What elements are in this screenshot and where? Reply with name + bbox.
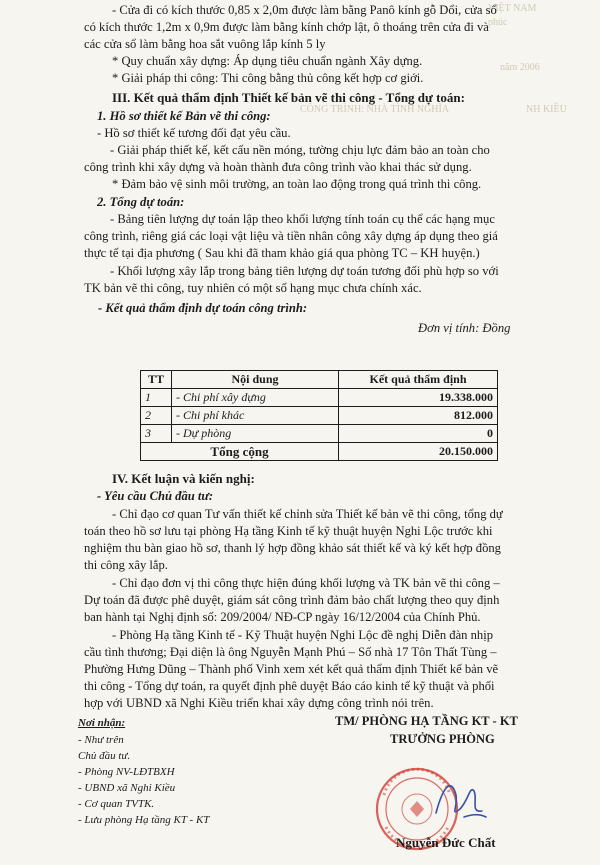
estimate-result-title: - Kết quả thẩm định dự toán công trình:: [98, 301, 308, 315]
table-header-cell: Kết quả thẩm định: [339, 371, 498, 389]
signer-org: TM/ PHÒNG HẠ TẦNG KT - KT: [335, 714, 518, 728]
recipient-item: - Cơ quan TVTK.: [78, 798, 155, 810]
table-cell: - Chi phí xây dựng: [172, 389, 339, 407]
table-total-label: Tổng cộng: [141, 443, 339, 461]
table-row: [141, 407, 498, 425]
conclusion-line: Dự toán đã được phê duyệt, giám sát công trình đảm bảo chất lượng theo quy định: [84, 593, 500, 607]
conclusion-line: nghiệm thu bàn giao hồ sơ, thanh lý hợp đồng khảo sát thiết kế và ký kết hợp đồng: [84, 541, 501, 555]
table-header-row: [141, 371, 498, 389]
section-3-title: III. Kết quả thẩm định Thiết kế bản vẽ thi công - Tổng dự toán:: [112, 90, 465, 105]
recipients-title: Nơi nhận:: [78, 717, 126, 729]
bleed-text: năm 2006: [500, 62, 540, 73]
safety-line: * Đảm bảo vệ sinh môi trường, an toàn lao động trong quá trình thi công.: [112, 177, 482, 191]
recipient-item: - UBND xã Nghi Kiều: [78, 782, 176, 794]
table-header-cell: Nội dung: [172, 371, 339, 389]
conclusion-line: ban hành tại Nghị định số: 209/2004/ NĐ-CP ngày 16/12/2004 của Chính Phủ.: [84, 610, 481, 624]
recipient-item: - Phòng NV-LĐTBXH: [78, 766, 175, 778]
standard-line: * Quy chuẩn xây dựng: Áp dụng tiêu chuẩn ngành Xây dựng.: [112, 54, 423, 68]
unit-label: Đơn vị tính: Đồng: [418, 321, 511, 335]
table-header-cell: TT: [141, 371, 172, 389]
signer-name: Nguyễn Đức Chất: [396, 835, 496, 850]
estimate-line: công trình, riêng giá các loại vật liệu và tiền nhân công xây dựng áp dụng theo giá: [84, 229, 498, 243]
spec-door-line: - Cửa đi có kích thước 0,85 x 2,0m được làm bằng Panô kính gỗ Dổi, cửa sổ: [112, 3, 497, 17]
estimate-line: thực tế tại địa phương ( Sau khi đã tham khảo giá qua phòng TC – KH huyện.): [84, 246, 480, 260]
signer-role: TRƯỞNG PHÒNG: [390, 732, 495, 746]
design-line: công trình khi xây dựng và hoàn thành đưa công trình vào khai thác sử dụng.: [84, 160, 472, 174]
recipient-item: - Như trên: [78, 734, 124, 746]
recipient-item: Chủ đầu tư.: [78, 750, 131, 762]
estimate-line: - Khối lượng xây lắp trong bảng tiên lượng dự toán tương đối phù hợp so với: [110, 264, 499, 278]
spec-window-line: có kích thước 1,2m x 0,9m được làm bằng kính chớp lật, ô thoáng trên cửa đi và: [84, 20, 489, 34]
bleed-text: VIỆT NAM: [488, 3, 537, 14]
conclusion-line: toán theo hồ sơ lưu tại phòng Hạ tầng Kinh tế kỹ thuật huyện Nghi Lộc trước khi: [84, 524, 493, 538]
table-row: [141, 425, 498, 443]
table-cell: 2: [141, 407, 172, 425]
estimate-line: TK bản vẽ thi công, tuy nhiên có một số hạng mục chưa chính xác.: [84, 281, 422, 295]
bleed-text: NH KIỀU: [526, 104, 567, 115]
conclusion-line: - Phòng Hạ tầng Kinh tế - Kỹ Thuật huyện Nghi Lộc đề nghị Diễn đàn nhịp: [112, 628, 494, 642]
table-row: [141, 389, 498, 407]
subsection-estimate-title: 2. Tổng dự toán:: [97, 195, 185, 209]
conclusion-line: hợp với UBND xã Nghi Kiều triển khai xây dựng công trình nói trên.: [84, 696, 434, 710]
conclusion-line: thi công xây lắp.: [84, 558, 168, 572]
table-cell: 3: [141, 425, 172, 443]
table-cell: - Chi phí khác: [172, 407, 339, 425]
bleed-text: phúc: [488, 17, 508, 28]
conclusion-line: Phường Hưng Dũng – Thành phố Vinh xem xét kết quả thẩm định Thiết kế bản vẽ: [84, 662, 499, 676]
table-cell: 1: [141, 389, 172, 407]
design-line: - Hồ sơ thiết kế tương đối đạt yêu cầu.: [97, 126, 291, 140]
owner-request-title: - Yêu cầu Chủ đầu tư:: [97, 489, 214, 503]
section-4-title: IV. Kết luận và kiến nghị:: [112, 471, 255, 486]
recipient-item: - Lưu phòng Hạ tầng KT - KT: [78, 814, 210, 826]
estimate-line: - Bảng tiên lượng dự toán lập theo khối lượng tính toán cụ thể các hạng mục: [110, 212, 495, 226]
design-line: - Giải pháp thiết kế, kết cấu nền móng, tường chịu lực đảm bảo an toàn cho: [110, 143, 490, 157]
subsection-design-title: 1. Hồ sơ thiết kế Bản vẽ thi công:: [97, 109, 271, 123]
conclusion-line: - Chỉ đạo cơ quan Tư vấn thiết kế chỉnh sửa Thiết kế bản vẽ thi công, tổng dự: [112, 507, 503, 521]
table-cell: 19.338.000: [339, 389, 498, 407]
table-cell: - Dự phòng: [172, 425, 339, 443]
conclusion-line: - Chỉ đạo đơn vị thi công thực hiện đúng khối lượng và TK bản vẽ thi công –: [112, 576, 500, 590]
table-total-row: [141, 443, 498, 461]
method-line: * Giải pháp thi công: Thi công bằng thủ công kết hợp cơ giới.: [112, 71, 424, 85]
signature-icon: [430, 773, 490, 825]
table-cell: 812.000: [339, 407, 498, 425]
conclusion-line: cầu tình thương; Đại diện là ông Nguyễn Mạnh Phú – Số nhà 17 Tôn Thất Tùng –: [84, 645, 497, 659]
conclusion-line: thi công - Tổng dự toán, ra quyết định phê duyệt Báo cáo kinh tế kỹ thuật và phối: [84, 679, 495, 693]
table-cell: 0: [339, 425, 498, 443]
estimate-table: [140, 370, 498, 461]
table-total-value: 20.150.000: [339, 443, 498, 461]
spec-grille-line: các cửa sổ làm bằng hoa sắt vuông lắp kính 5 ly: [84, 37, 326, 51]
bleed-text: CÔNG TRÌNH: NHÀ TÌNH NGHĨA: [300, 104, 450, 115]
